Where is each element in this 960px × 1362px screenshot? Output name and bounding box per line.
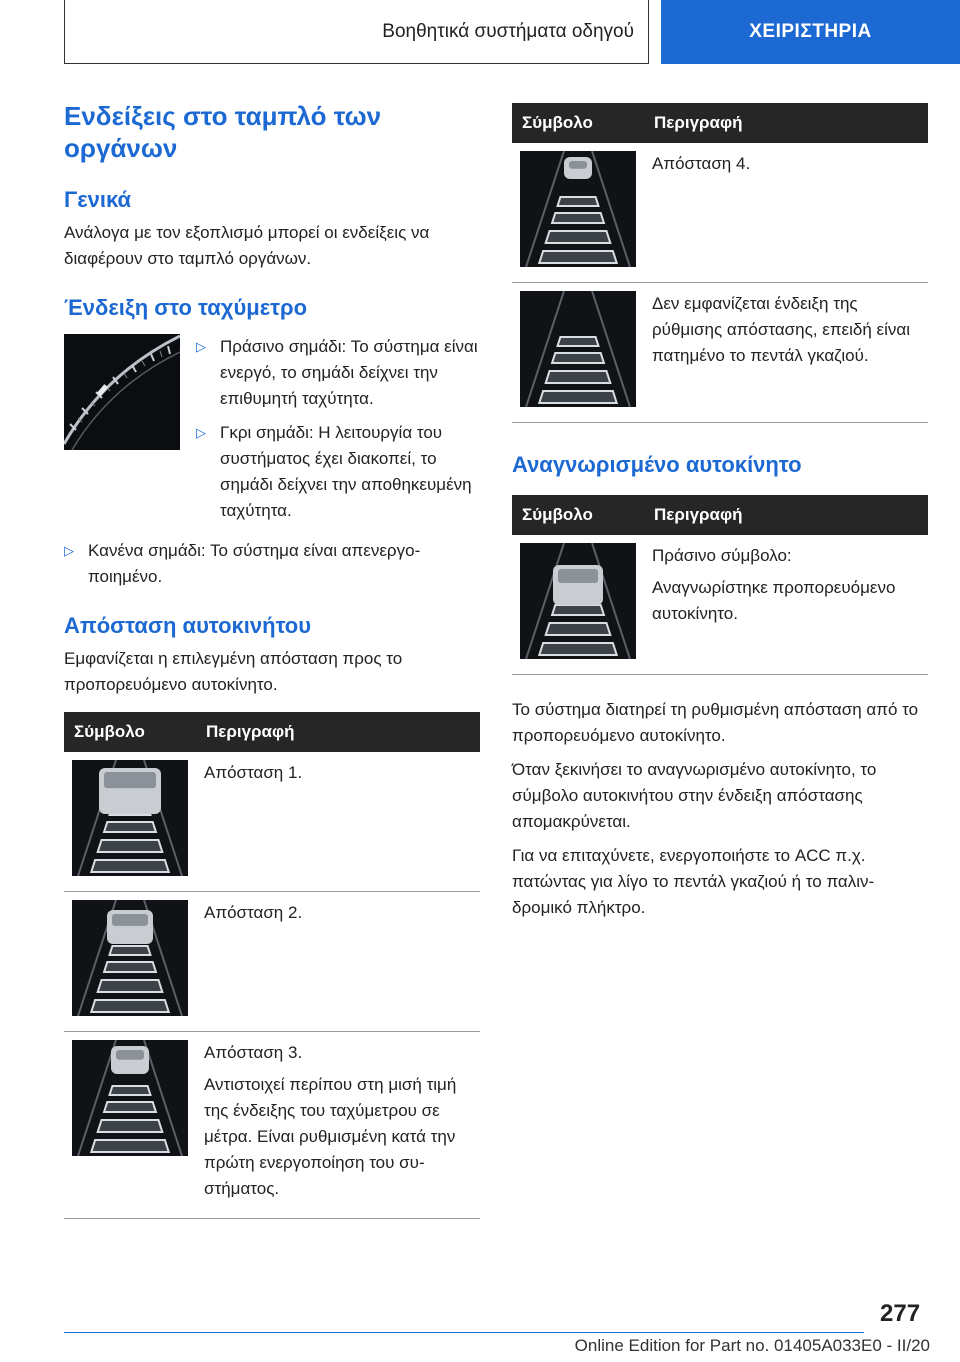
paragraph: Για να επιταχύνετε, ενεργοποιήστε το ACC π.χ. πατώντας για λίγο το πεντάλ γκαζιού ή το παλινδρομικό πλήκτρο.	[512, 846, 875, 917]
table-row: Απόσταση 2.	[64, 892, 480, 1032]
bullet-grey-mark: ▷ Γκρι σημάδι: Η λειτουργία του συστήματος έχει διακοπεί, το σημάδι δείχνει την αποθηκευμένη ταχύτητα.	[196, 420, 480, 524]
recognized-car-icon	[520, 543, 636, 664]
recognized-heading: Αναγνωρισμένο αυτοκίνητο	[512, 452, 802, 477]
distance-heading: Απόσταση αυτοκινήτου	[64, 613, 312, 638]
general-section	[64, 186, 480, 272]
bullet-green-mark: ▷ Πράσινο σημάδι: Το σύστημα είναι ενεργό, το σημάδι δείχνει την επιθυμητή ταχύτητα.	[196, 334, 480, 412]
triangle-icon: ▷	[196, 339, 206, 354]
table-row: Απόσταση 1.	[64, 752, 480, 892]
table-row: Απόσταση 3. Αντιστοιχεί περίπου στη μισή τιμή της ένδειξης του ταχύμετρου σε μέτρα. Είναι ρυθμισμένη κατά την πρώτη ενεργοποίηση του συστήματος.	[64, 1032, 480, 1219]
paragraph: Όταν ξεκινήσει το αναγνωρισμένο αυτοκίνητο, το σύμβολο αυτοκινήτου στην ένδειξη απόστασης απομακρύνεται.	[512, 760, 877, 831]
col-desc: Περιγραφή	[644, 103, 928, 143]
table-row: Απόσταση 4.	[512, 143, 928, 283]
page-title: Ενδείξεις στο ταμπλό των οργάνων	[64, 101, 382, 163]
distance-1-icon	[72, 760, 188, 881]
distance-4-icon	[520, 151, 636, 272]
col-symbol: Σύμβολο	[64, 712, 196, 752]
page-number: 277	[880, 1300, 921, 1327]
left-column	[64, 100, 480, 1241]
running-header-chapter: ΧΕΙΡΙΣΤΗΡΙΑ	[661, 0, 960, 64]
table-header	[512, 495, 928, 535]
general-heading: Γενικά	[64, 187, 132, 212]
distance-none-icon	[520, 291, 636, 412]
running-header-section: Βοηθητικά συστήματα οδηγού	[64, 0, 649, 64]
col-desc: Περιγραφή	[196, 712, 480, 752]
speedo-section	[64, 294, 480, 590]
table-row: Πράσινο σύμβολο: Αναγνωρίστηκε προπορευόμενο αυτοκίνητο.	[512, 535, 928, 675]
general-text: Ανάλογα με τον εξοπλισμό μπορεί οι ενδείξεις να διαφέρουν στο ταμπλό οργάνων.	[64, 223, 430, 268]
distance-table-continued	[512, 103, 928, 423]
bullet-no-mark: ▷ Κανένα σημάδι: Το σύστημα είναι απενεργοποιημένο.	[64, 538, 480, 590]
triangle-icon: ▷	[196, 425, 206, 440]
distance-table	[64, 712, 480, 1219]
triangle-icon: ▷	[64, 543, 74, 558]
table-header	[512, 103, 928, 143]
col-desc: Περιγραφή	[644, 495, 928, 535]
col-symbol: Σύμβολο	[512, 495, 644, 535]
distance-3-icon	[72, 1040, 188, 1161]
distance-section	[64, 612, 480, 1219]
footer-edition: Online Edition for Part no. 01405A033E0 - II/20	[574, 1336, 930, 1355]
speedo-bullets	[196, 334, 480, 532]
distance-2-icon	[72, 900, 188, 1021]
speedo-heading: Ένδειξη στο ταχύμετρο	[64, 295, 308, 320]
table-header	[64, 712, 480, 752]
speedometer-image	[64, 334, 180, 450]
speedo-block	[64, 334, 480, 532]
distance-text: Εμφανίζεται η επιλεγμένη απόσταση προς το προπορευόμενο αυτοκίνητο.	[64, 649, 403, 694]
footer-rule	[64, 1332, 864, 1333]
col-symbol: Σύμβολο	[512, 103, 644, 143]
table-row: Δεν εμφανίζεται ένδειξη της ρύθμισης απόστασης, επειδή είναι πατημένο το πεντάλ γκαζιού.	[512, 283, 928, 423]
recognized-table	[512, 495, 928, 675]
paragraph: Το σύστημα διατηρεί τη ρυθμισμένη απόσταση από το προπορευόμενο αυτοκίνητο.	[512, 700, 919, 745]
right-column	[512, 100, 928, 921]
